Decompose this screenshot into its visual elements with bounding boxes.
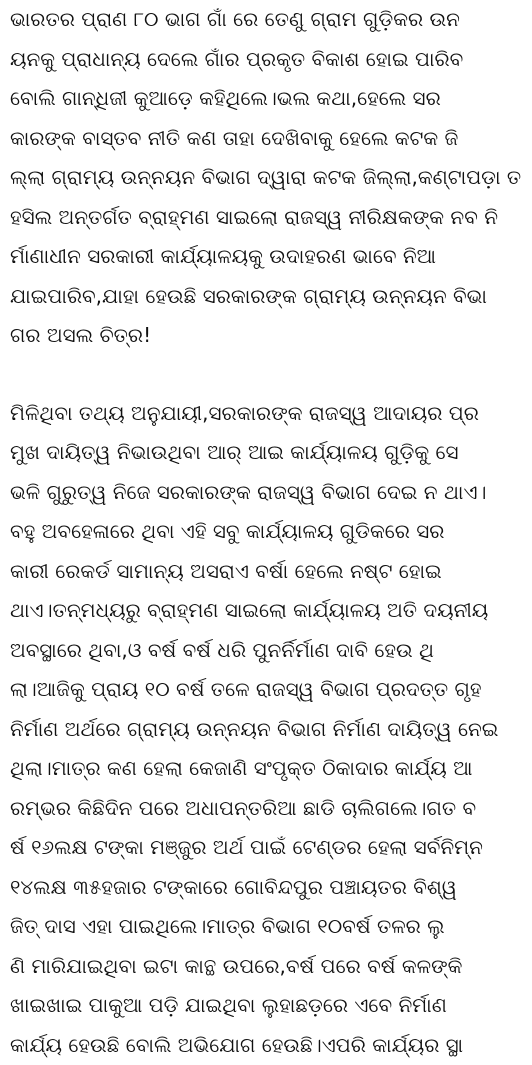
paragraph-1 [10, 0, 526, 356]
text-line: ଜିତ୍ ଦାସ ଏହା ପାଇଥିଲେ।ମାତ୍ର ବିଭାଗ ୧୦ବର୍ଷ ତଳର ଲୁ [10, 907, 526, 947]
text-line: ମୁଖ ଦାୟିତ୍ୱ ନିଭାଉଥିବା ଆର୍ ଆଇ କାର୍ଯ୍ୟାଳୟ ଗୁଡ଼ିକୁ ସେ [10, 433, 526, 473]
text-line: ନିର୍ମାଣ ଅର୍ଥରେ ଗ୍ରାମ୍ୟ ଉନ୍ନୟନ ବିଭାଗ ନିର୍ମାଣ ଦାୟିତ୍ୱ ନେଇ [10, 710, 526, 750]
text-line: ବହୁ ଅବହେଳାରେ ଥିବା ଏହି ସବୁ କାର୍ଯ୍ୟାଳୟ ଗୁଡିକରେ ସର [10, 512, 526, 552]
text-line: ଯାଇପାରିବ,ଯାହା ହେଉଛି ସରକାରଙ୍କ ଗ୍ରାମ୍ୟ ଉନ୍ନୟନ ବିଭା [10, 277, 526, 317]
text-line: ଭାରତର ପ୍ରାଣ ୮୦ ଭାଗ ଗାଁ ରେ ତେଣୁ ଗ୍ରାମ ଗୁଡ଼ିକର ଉନ [10, 0, 526, 40]
text-line: କାର୍ଯ୍ୟ ହେଉଛି ବୋଲି ଅଭିଯୋଗ ହେଉଛି।ଏପରି କାର୍ଯ୍ୟର ସ୍ଥା [10, 1026, 526, 1065]
text-line: ଲା।ଆଜିକୁ ପ୍ରାୟ ୧୦ ବର୍ଷ ତଳେ ରାଜସ୍ୱ ବିଭାଗ ପ୍ରଦତ୍ତ ଗୃହ [10, 670, 526, 710]
text-line: ଅବସ୍ଥାରେ ଥିବା,ଓ ବର୍ଷ ବର୍ଷ ଧରି ପୁନର୍ନିର୍ମାଣ ଦାବି ହେଉ ଥି [10, 631, 526, 671]
text-line: ୟନକୁ ପ୍ରାଧାନ୍ୟ ଦେଲେ ଗାଁର ପ୍ରକୃତ ବିକାଶ ହୋଇ ପାରିବ [10, 40, 526, 80]
text-line: ଖାଇଖାଇ ପାକୁଆ ପଡ଼ି ଯାଇଥିବା ଲୁହାଛଡ଼ରେ ଏବେ ନିର୍ମାଣ [10, 986, 526, 1026]
text-line: ଗର ଅସଲ ଚିତ୍ର! [10, 316, 526, 356]
article-body [10, 0, 526, 1065]
text-line: ଥାଏ।ତନ୍ମଧ୍ୟରୁ ବ୍ରାହ୍ମଣ ସାଇଲୋ କାର୍ଯ୍ୟାଳୟ ଅତି ଦୟନୀୟ [10, 591, 526, 631]
text-line: କାରଙ୍କ ବାସ୍ତବ ନୀତି କଣ ତାହା ଦେଖିବାକୁ ହେଲେ କଟକ ଜି [10, 119, 526, 159]
text-line: ମିଳିଥିବା ତଥ୍ୟ ଅନୁଯାୟୀ,ସରକାରଙ୍କ ରାଜସ୍ୱ ଆଦାୟର ପ୍ର [10, 394, 526, 434]
text-line: ଣି ମାରିଯାଇଥିବା ଇଟା କାନ୍ଥ ଉପରେ,ବର୍ଷ ପରେ ବର୍ଷ କଳଙ୍କି [10, 947, 526, 987]
text-line: ର୍ଷ ୧୬ଲକ୍ଷ ଟଙ୍କା ମଞ୍ଜୁର ଅର୍ଥ ପାଇଁ ଟେଣ୍ଡର ହେଲା ସର୍ବନିମ୍ନ [10, 828, 526, 868]
paragraph-spacer [10, 356, 526, 394]
text-line: ଭଳି ଗୁରୁତ୍ୱ ନିଜେ ସରକାରଙ୍କ ରାଜସ୍ୱ ବିଭାଗ ଦେଇ ନ ଥାଏ। [10, 473, 526, 513]
text-line: ର୍ମାଣାଧୀନ ସରକାରୀ କାର୍ଯ୍ୟାଳୟକୁ ଉଦାହରଣ ଭାବେ ନିଆ [10, 237, 526, 277]
text-line: ୧୪ଲକ୍ଷ ୩୫ହଜାର ଟଙ୍କାରେ ଗୋବିନ୍ଦପୁର ପଞ୍ଚାୟତର ବିଶ୍ୱ [10, 868, 526, 908]
text-line: କାରୀ ରେକର୍ଡ ସାମାନ୍ୟ ଅସରାଏ ବର୍ଷା ହେଲେ ନଷ୍ଟ ହୋଇ [10, 552, 526, 592]
text-line: ହସିଲ ଅନ୍ତର୍ଗତ ବ୍ରାହ୍ମଣ ସାଇଲୋ ରାଜସ୍ୱ ନୀରିକ୍ଷକଙ୍କ ନବ ନି [10, 198, 526, 238]
text-line: ବୋଲି ଗାନ୍ଧିଜୀ କୁଆଡ଼େ କହିଥିଲେ।ଭଲ କଥା,ହେଲେ ସର [10, 79, 526, 119]
text-line: ଥିଲା।ମାତ୍ର କଣ ହେଲା କେଜାଣି ସଂପୃକ୍ତ ଠିକାଦାର କାର୍ଯ୍ୟ ଆ [10, 749, 526, 789]
text-line: ରମ୍ଭର କିଛିଦିନ ପରେ ଅଧାପନ୍ତରିଆ ଛାଡି ଚାଲିଗଲେ।ଗତ ବ [10, 789, 526, 829]
text-line: ଲ୍ଲା ଗ୍ରାମ୍ୟ ଉନ୍ନୟନ ବିଭାଗ ଦ୍ୱାରା କଟକ ଜିଲ୍ଲା,କଣ୍ଟାପଡ଼ା ତ [10, 158, 526, 198]
paragraph-2 [10, 394, 526, 1065]
